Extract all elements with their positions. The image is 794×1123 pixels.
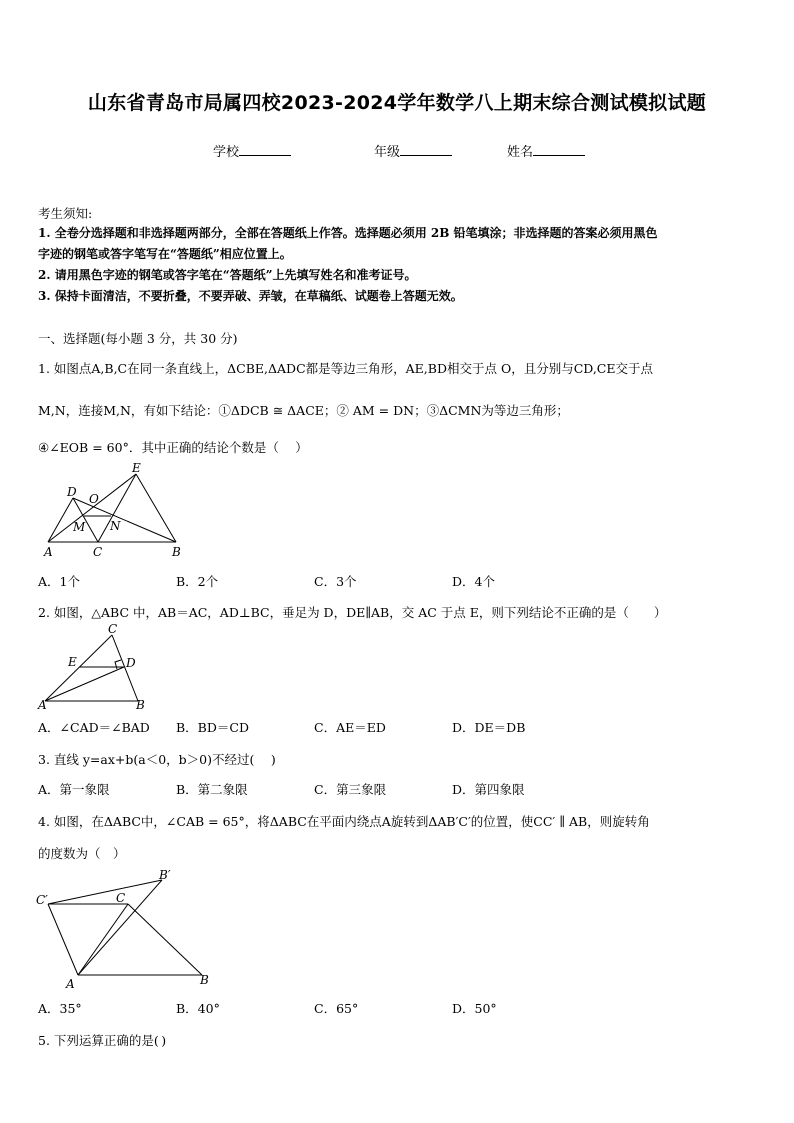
q1-label-m: M [73, 520, 86, 534]
q2-figure [36, 622, 151, 712]
q1-label-a: A [44, 545, 53, 559]
notice-line-3: 3. 保持卡面清洁，不要折叠，不要弄破、弄皱，在草稿纸、试题卷上答题无效。 [38, 289, 463, 303]
notice-line-1b: 字迹的钢笔或答字笔写在“答题纸”相应位置上。 [38, 247, 292, 261]
notice-line-1a: 1. 全卷分选择题和非选择题两部分，全部在答题纸上作答。选择题必须用 2B 铅笔填涂；非选择题的答案必须用黑色 [38, 226, 658, 240]
q4-label-b: B [200, 973, 209, 987]
q4-label-c-prime: C′ [36, 893, 48, 907]
q1-label-e: E [132, 461, 141, 475]
notice-heading: 考生须知: [38, 206, 93, 221]
q1-label-o: O [89, 492, 99, 506]
q4-option-d[interactable]: D．50° [452, 1001, 497, 1016]
grade-field [374, 141, 452, 160]
q2-label-d: D [126, 656, 136, 670]
q2-option-b[interactable]: B．BD＝CD [176, 720, 249, 735]
grade-blank [400, 143, 452, 156]
q2-label-b: B [136, 698, 145, 712]
q1-label-d: D [67, 485, 77, 499]
q4-line-2: 的度数为（ ） [38, 846, 126, 861]
q1-line-1: 1. 如图点A,B,C在同一条直线上，ΔCBE,ΔADC都是等边三角形，AE,BD相交于点 O，且分别与CD,CE交于点 [38, 361, 653, 376]
q3-line-1: 3. 直线 y=ax+b(a＜0，b＞0)不经过( ) [38, 752, 276, 767]
section-heading: 一、选择题(每小题 3 分，共 30 分) [38, 331, 238, 346]
name-blank [533, 143, 585, 156]
q4-label-c: C [116, 891, 126, 905]
q3-option-d[interactable]: D．第四象限 [452, 782, 525, 797]
q2-line-1: 2. 如图，△ABC 中，AB＝AC，AD⊥BC，垂足为 D，DE∥AB，交 AC 于点 E，则下列结论不正确的是（ ） [38, 605, 667, 620]
q2-option-c[interactable]: C．AE＝ED [314, 720, 386, 735]
name-label: 姓名 [507, 145, 534, 160]
school-label: 学校 [213, 145, 240, 160]
q3-option-b[interactable]: B．第二象限 [176, 782, 248, 797]
q1-option-d[interactable]: D．4个 [452, 574, 495, 589]
grade-label: 年级 [374, 145, 401, 160]
q3-option-c[interactable]: C．第三象限 [314, 782, 387, 797]
q3-option-a[interactable]: A．第一象限 [38, 782, 110, 797]
q4-line-1: 4. 如图，在ΔABC中，∠CAB = 65°，将ΔABC在平面内绕点A旋转到ΔAB′C′的位置，使CC′ ∥ AB，则旋转角 [38, 814, 650, 829]
q1-figure [38, 460, 188, 560]
page-title: 山东省青岛市局属四校2023-2024学年数学八上期末综合测试模拟试题 [87, 92, 707, 114]
q1-line-3: ④∠EOB = 60°．其中正确的结论个数是（ ） [38, 440, 308, 455]
q1-option-a[interactable]: A．1个 [38, 574, 80, 589]
q1-option-b[interactable]: B．2个 [176, 574, 219, 589]
q2-label-c: C [108, 622, 118, 636]
q1-label-n: N [110, 519, 121, 533]
name-field [507, 141, 585, 160]
q5-line-1: 5. 下列运算正确的是( ) [38, 1033, 167, 1048]
q4-label-b-prime: B′ [159, 868, 171, 882]
q2-option-a[interactable]: A．∠CAD＝∠BAD [38, 720, 150, 735]
q1-label-b: B [172, 545, 181, 559]
q4-option-c[interactable]: C．65° [314, 1001, 359, 1016]
q2-label-e: E [68, 655, 77, 669]
q4-label-a: A [66, 977, 75, 991]
q2-option-d[interactable]: D．DE＝DB [452, 720, 526, 735]
q4-option-a[interactable]: A．35° [38, 1001, 82, 1016]
school-blank [239, 143, 291, 156]
q1-line-2: M,N，连接M,N，有如下结论：①ΔDCB ≅ ΔACE；② AM = DN；③ΔCMN为等边三角形； [38, 403, 569, 418]
notice-line-2: 2. 请用黑色字迹的钢笔或答字笔在“答题纸”上先填写姓名和准考证号。 [38, 268, 417, 282]
q4-figure [34, 864, 219, 992]
q1-label-c: C [93, 545, 103, 559]
school-field [213, 141, 291, 160]
q2-label-a: A [38, 698, 47, 712]
q4-option-b[interactable]: B．40° [176, 1001, 220, 1016]
q1-option-c[interactable]: C．3个 [314, 574, 357, 589]
